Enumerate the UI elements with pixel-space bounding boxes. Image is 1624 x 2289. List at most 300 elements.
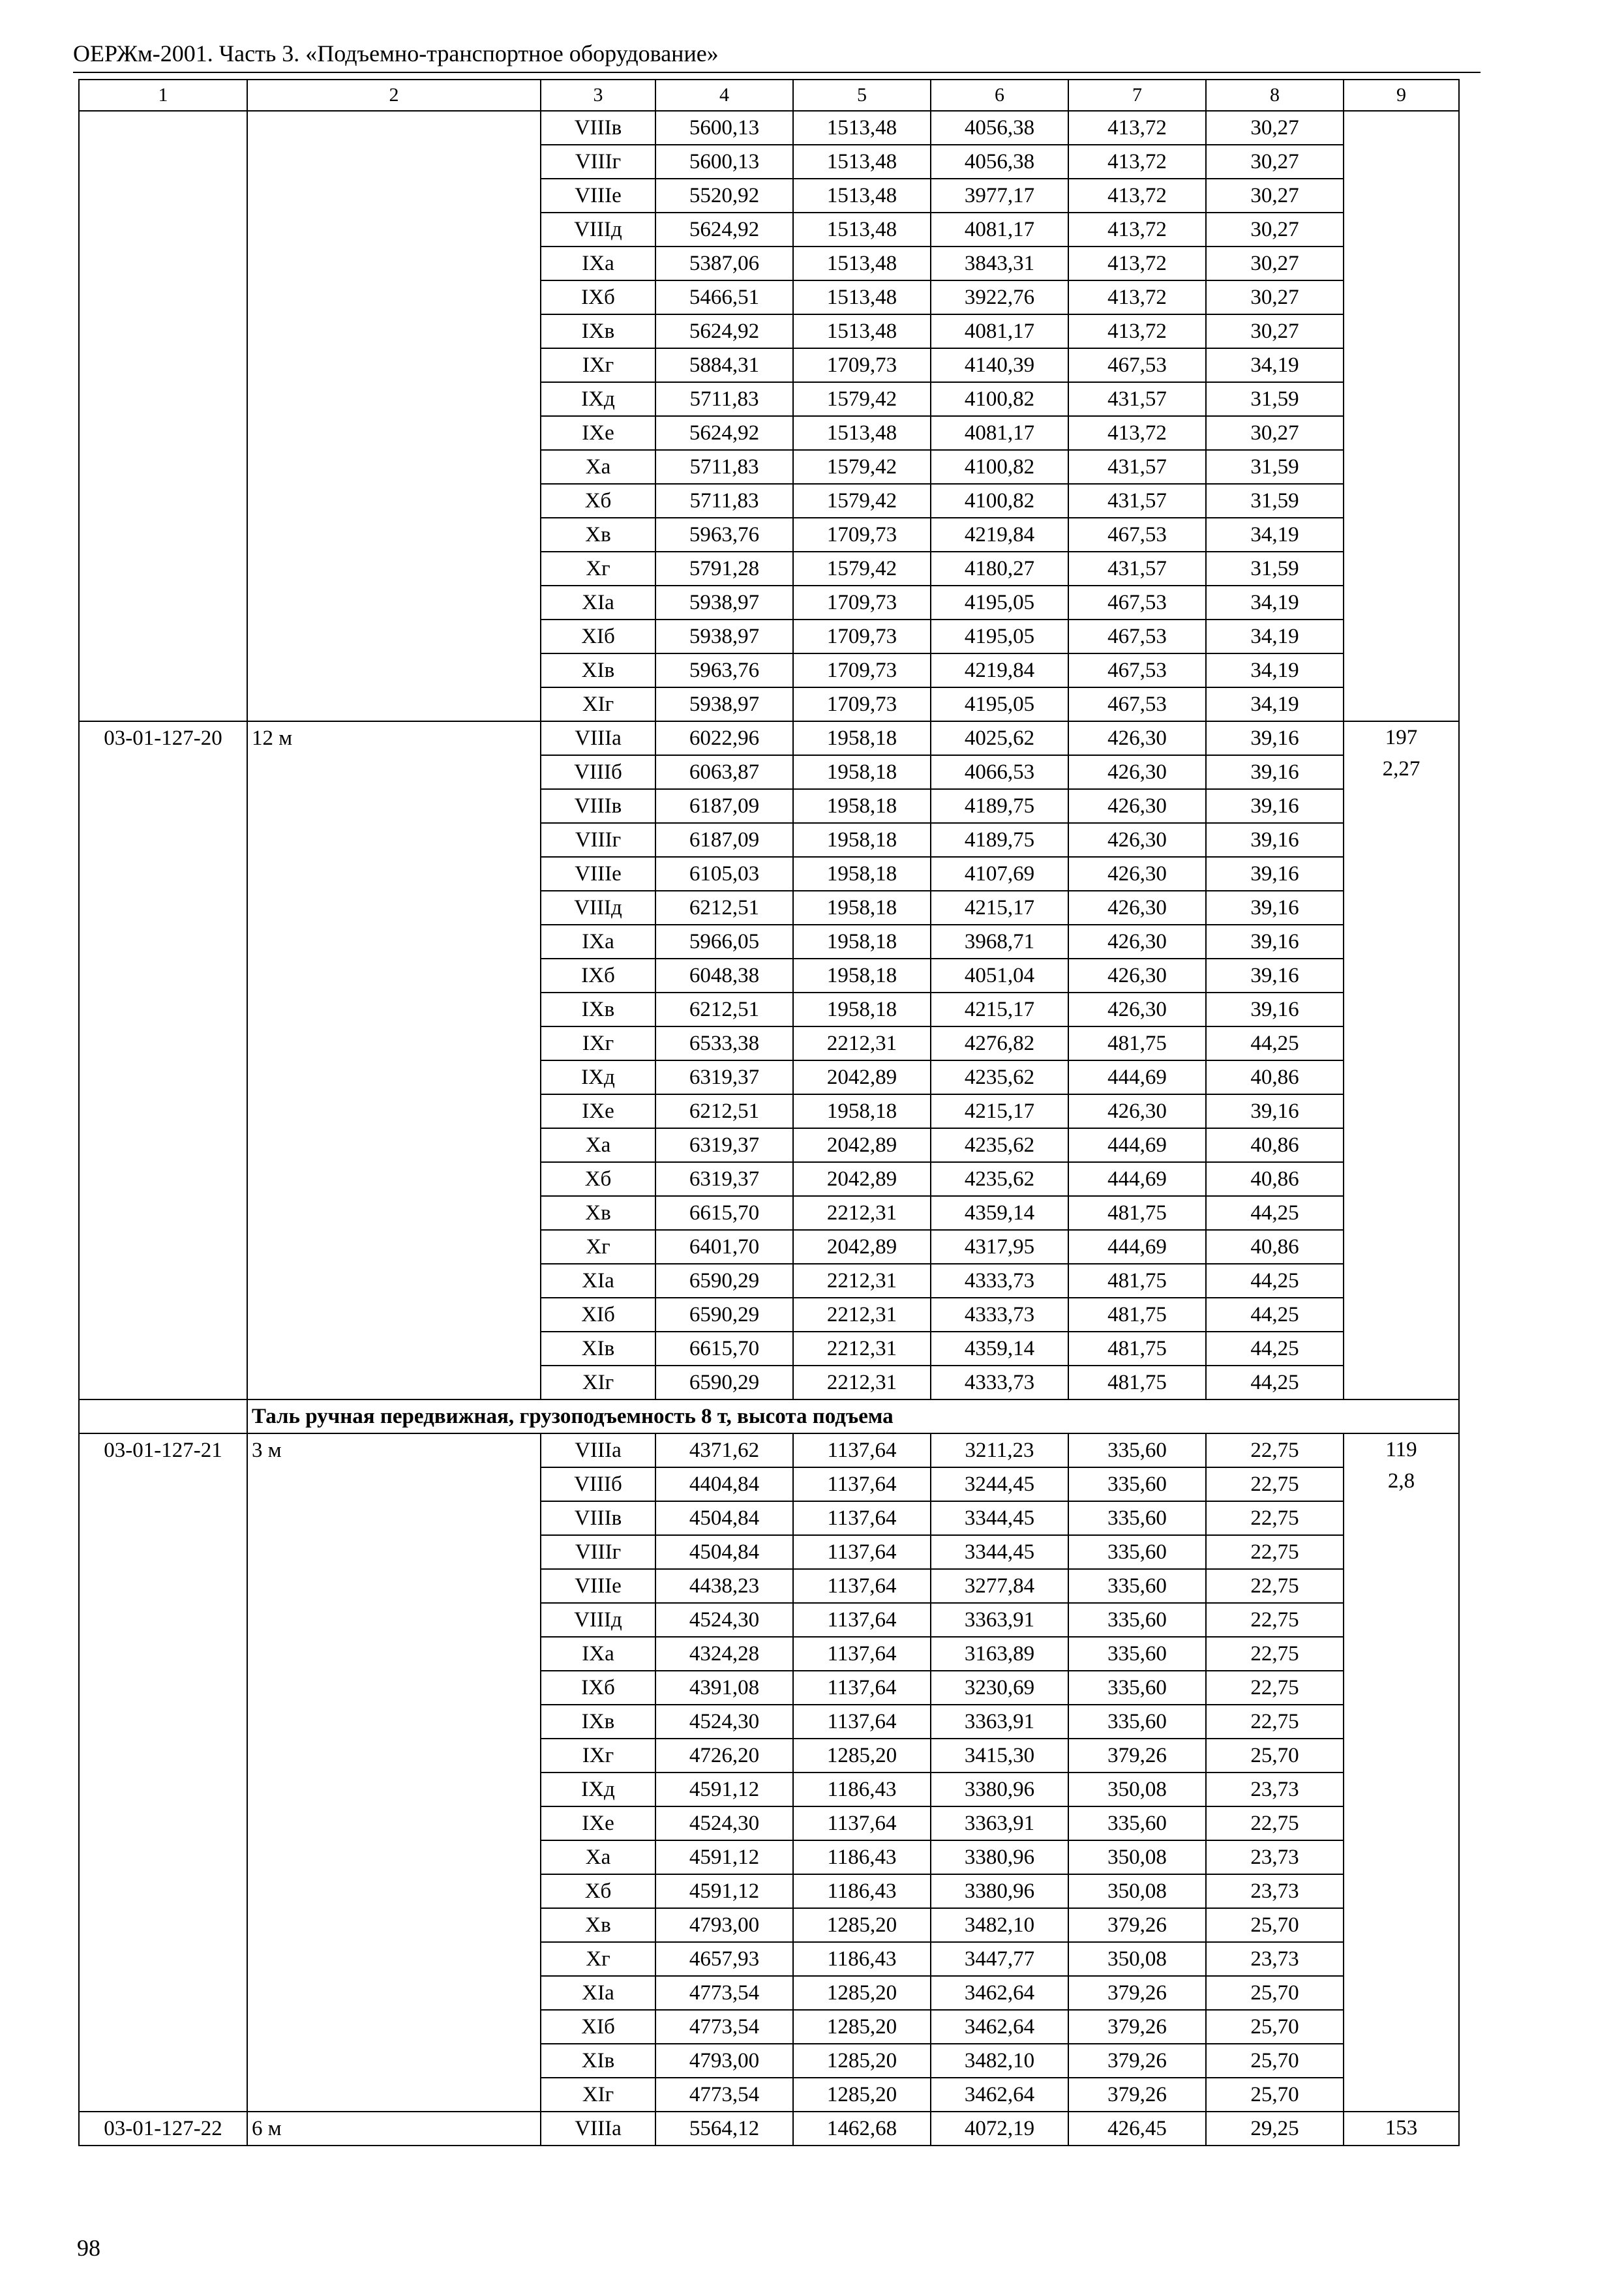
labor-cost-cell: 1137,64 (793, 1671, 931, 1705)
zone-cell: XIб (541, 620, 655, 653)
materials-cell: 34,19 (1206, 348, 1344, 382)
column-number: 1 (79, 80, 247, 111)
machine-cost-cell: 3363,91 (931, 1705, 1068, 1739)
total-cost-cell: 4438,23 (655, 1569, 793, 1603)
machine-cost-cell: 3244,45 (931, 1467, 1068, 1501)
driver-wage-cell: 426,30 (1068, 823, 1206, 857)
zone-cell: VIIIб (541, 1467, 655, 1501)
materials-cell: 25,70 (1206, 2010, 1344, 2044)
materials-cell: 31,59 (1206, 484, 1344, 518)
zone-cell: IXд (541, 1060, 655, 1094)
total-cost-cell: 4371,62 (655, 1433, 793, 1467)
machine-cost-cell: 4107,69 (931, 857, 1068, 891)
driver-wage-cell: 379,26 (1068, 2010, 1206, 2044)
zone-cell: XIа (541, 1976, 655, 2010)
driver-wage-cell: 481,75 (1068, 1298, 1206, 1332)
materials-cell: 39,16 (1206, 993, 1344, 1026)
zone-cell: VIIIг (541, 145, 655, 179)
code-cell (79, 111, 247, 721)
zone-cell: Xа (541, 1840, 655, 1874)
total-cost-cell: 5963,76 (655, 518, 793, 552)
zone-cell: IXв (541, 314, 655, 348)
materials-cell: 25,70 (1206, 2078, 1344, 2112)
driver-wage-cell: 413,72 (1068, 247, 1206, 280)
labor-cost-cell: 1579,42 (793, 382, 931, 416)
section-title: Таль ручная передвижная, грузоподъемность 8 т, высота подъема (247, 1399, 1459, 1433)
total-cost-cell: 6212,51 (655, 993, 793, 1026)
zone-cell: XIа (541, 1264, 655, 1298)
materials-cell: 40,86 (1206, 1128, 1344, 1162)
machine-cost-cell: 4195,05 (931, 620, 1068, 653)
machine-cost-cell: 4100,82 (931, 450, 1068, 484)
materials-cell: 31,59 (1206, 552, 1344, 586)
driver-wage-cell: 467,53 (1068, 620, 1206, 653)
machine-cost-cell: 3922,76 (931, 280, 1068, 314)
labor-cost-cell: 1513,48 (793, 179, 931, 213)
labor-cost-cell: 1462,68 (793, 2112, 931, 2146)
zone-cell: VIIIг (541, 1535, 655, 1569)
labor-cost-cell: 1285,20 (793, 1908, 931, 1942)
labor-hours-value: 119 (1385, 1438, 1417, 1461)
labor-cost-cell: 1513,48 (793, 416, 931, 450)
zone-cell: IXв (541, 1705, 655, 1739)
zone-cell: Xг (541, 1942, 655, 1976)
driver-wage-cell: 467,53 (1068, 653, 1206, 687)
zone-cell: Xа (541, 1128, 655, 1162)
zone-cell: VIIIе (541, 1569, 655, 1603)
machine-cost-cell: 4219,84 (931, 518, 1068, 552)
zone-cell: VIIIв (541, 789, 655, 823)
materials-cell: 40,86 (1206, 1162, 1344, 1196)
machine-cost-cell: 3482,10 (931, 2044, 1068, 2078)
machine-cost-cell: 4276,82 (931, 1026, 1068, 1060)
driver-wage-cell: 413,72 (1068, 314, 1206, 348)
labor-cost-cell: 1285,20 (793, 2010, 931, 2044)
driver-wage-cell: 335,60 (1068, 1705, 1206, 1739)
labor-cost-cell: 1285,20 (793, 1739, 931, 1773)
labor-cost-cell: 1513,48 (793, 213, 931, 247)
machine-cost-cell: 4072,19 (931, 2112, 1068, 2146)
labor-cost-cell: 2212,31 (793, 1264, 931, 1298)
parameter-cell: 3 м (247, 1433, 541, 2112)
labor-cost-cell: 2212,31 (793, 1298, 931, 1332)
labor-cost-cell: 1958,18 (793, 857, 931, 891)
materials-cell: 25,70 (1206, 1739, 1344, 1773)
driver-wage-cell: 335,60 (1068, 1569, 1206, 1603)
materials-cell: 22,75 (1206, 1501, 1344, 1535)
zone-cell: IXв (541, 993, 655, 1026)
materials-cell: 22,75 (1206, 1603, 1344, 1637)
total-cost-cell: 6022,96 (655, 721, 793, 755)
machine-cost-cell: 4066,53 (931, 755, 1068, 789)
total-cost-cell: 4524,30 (655, 1705, 793, 1739)
materials-cell: 39,16 (1206, 823, 1344, 857)
driver-wage-cell: 481,75 (1068, 1264, 1206, 1298)
materials-cell: 39,16 (1206, 925, 1344, 959)
machine-cost-cell: 4195,05 (931, 687, 1068, 721)
labor-cost-cell: 1186,43 (793, 1942, 931, 1976)
labor-cost-cell: 2042,89 (793, 1162, 931, 1196)
machine-cost-cell: 3482,10 (931, 1908, 1068, 1942)
total-cost-cell: 4504,84 (655, 1535, 793, 1569)
zone-cell: IXб (541, 280, 655, 314)
machine-cost-cell: 4056,38 (931, 145, 1068, 179)
total-cost-cell: 5966,05 (655, 925, 793, 959)
machine-cost-cell: 4219,84 (931, 653, 1068, 687)
driver-wage-cell: 426,30 (1068, 1094, 1206, 1128)
materials-cell: 30,27 (1206, 213, 1344, 247)
driver-wage-cell: 335,60 (1068, 1501, 1206, 1535)
total-cost-cell: 4504,84 (655, 1501, 793, 1535)
total-cost-cell: 6590,29 (655, 1264, 793, 1298)
header-rule (73, 72, 1481, 73)
total-cost-cell: 5884,31 (655, 348, 793, 382)
column-number: 7 (1068, 80, 1206, 111)
machine-cost-cell: 4215,17 (931, 891, 1068, 925)
machine-cost-cell: 4195,05 (931, 586, 1068, 620)
section-spacer (79, 1399, 247, 1433)
machine-cost-cell: 4140,39 (931, 348, 1068, 382)
total-cost-cell: 4773,54 (655, 1976, 793, 2010)
total-cost-cell: 4793,00 (655, 1908, 793, 1942)
zone-cell: XIб (541, 2010, 655, 2044)
labor-cost-cell: 1958,18 (793, 959, 931, 993)
machine-cost-cell: 3977,17 (931, 179, 1068, 213)
driver-wage-cell: 444,69 (1068, 1128, 1206, 1162)
total-cost-cell: 5711,83 (655, 382, 793, 416)
zone-cell: IXб (541, 959, 655, 993)
labor-cost-cell: 1137,64 (793, 1637, 931, 1671)
machine-cost-cell: 4359,14 (931, 1332, 1068, 1366)
table-row (79, 111, 1459, 145)
driver-wage-cell: 379,26 (1068, 2078, 1206, 2112)
labor-cost-cell: 1186,43 (793, 1874, 931, 1908)
zone-cell: Xв (541, 1196, 655, 1230)
driver-wage-cell: 426,30 (1068, 857, 1206, 891)
driver-wage-cell: 426,30 (1068, 755, 1206, 789)
driver-wage-cell: 413,72 (1068, 280, 1206, 314)
materials-cell: 25,70 (1206, 2044, 1344, 2078)
labor-cost-cell: 1513,48 (793, 111, 931, 145)
driver-wage-cell: 335,60 (1068, 1637, 1206, 1671)
total-cost-cell: 6212,51 (655, 1094, 793, 1128)
labor-cost-cell: 2042,89 (793, 1060, 931, 1094)
driver-wage-cell: 431,57 (1068, 382, 1206, 416)
zone-cell: VIIIв (541, 111, 655, 145)
total-cost-cell: 6105,03 (655, 857, 793, 891)
driver-wage-cell: 335,60 (1068, 1433, 1206, 1467)
labor-cost-cell: 1137,64 (793, 1569, 931, 1603)
materials-cell: 34,19 (1206, 586, 1344, 620)
zone-cell: VIIIв (541, 1501, 655, 1535)
total-cost-cell: 5963,76 (655, 653, 793, 687)
materials-cell: 40,86 (1206, 1060, 1344, 1094)
labor-cost-cell: 2042,89 (793, 1128, 931, 1162)
materials-cell: 34,19 (1206, 518, 1344, 552)
total-cost-cell: 6590,29 (655, 1298, 793, 1332)
labor-cost-cell: 1709,73 (793, 687, 931, 721)
section-title-row (79, 1399, 1459, 1433)
driver-wage-cell: 426,30 (1068, 891, 1206, 925)
total-cost-cell: 5938,97 (655, 687, 793, 721)
materials-cell: 23,73 (1206, 1840, 1344, 1874)
machine-cost-cell: 4189,75 (931, 823, 1068, 857)
materials-cell: 22,75 (1206, 1705, 1344, 1739)
driver-wage-cell: 350,08 (1068, 1773, 1206, 1806)
materials-cell: 22,75 (1206, 1806, 1344, 1840)
zone-cell: IXе (541, 416, 655, 450)
labor-cost-cell: 2212,31 (793, 1196, 931, 1230)
driver-wage-cell: 426,30 (1068, 925, 1206, 959)
total-cost-cell: 4404,84 (655, 1467, 793, 1501)
total-cost-cell: 4773,54 (655, 2078, 793, 2112)
materials-cell: 23,73 (1206, 1773, 1344, 1806)
driver-wage-cell: 481,75 (1068, 1332, 1206, 1366)
total-cost-cell: 6187,09 (655, 789, 793, 823)
total-cost-cell: 6615,70 (655, 1196, 793, 1230)
total-cost-cell: 5564,12 (655, 2112, 793, 2146)
materials-cell: 23,73 (1206, 1874, 1344, 1908)
total-cost-cell: 5938,97 (655, 586, 793, 620)
machine-cost-cell: 4235,62 (931, 1128, 1068, 1162)
driver-wage-cell: 431,57 (1068, 450, 1206, 484)
total-cost-cell: 4524,30 (655, 1806, 793, 1840)
total-cost-cell: 6187,09 (655, 823, 793, 857)
materials-cell: 22,75 (1206, 1671, 1344, 1705)
machine-cost-cell: 4051,04 (931, 959, 1068, 993)
zone-cell: XIв (541, 1332, 655, 1366)
zone-cell: XIв (541, 653, 655, 687)
materials-cell: 39,16 (1206, 1094, 1344, 1128)
driver-wage-cell: 467,53 (1068, 687, 1206, 721)
driver-wage-cell: 431,57 (1068, 552, 1206, 586)
driver-wage-cell: 431,57 (1068, 484, 1206, 518)
total-cost-cell: 5600,13 (655, 145, 793, 179)
table-row (79, 2112, 1459, 2146)
total-cost-cell: 5466,51 (655, 280, 793, 314)
machine-cost-cell: 4189,75 (931, 789, 1068, 823)
zone-cell: XIб (541, 1298, 655, 1332)
machine-cost-cell: 3277,84 (931, 1569, 1068, 1603)
column-number: 9 (1344, 80, 1459, 111)
labor-cost-cell: 1137,64 (793, 1433, 931, 1467)
driver-wage-cell: 379,26 (1068, 1739, 1206, 1773)
total-cost-cell: 5791,28 (655, 552, 793, 586)
materials-cell: 30,27 (1206, 145, 1344, 179)
materials-cell: 25,70 (1206, 1976, 1344, 2010)
table-row (79, 1433, 1459, 1467)
machine-cost-cell: 3380,96 (931, 1773, 1068, 1806)
total-cost-cell: 4591,12 (655, 1874, 793, 1908)
driver-wage-cell: 335,60 (1068, 1806, 1206, 1840)
zone-cell: IXа (541, 925, 655, 959)
machine-cost-cell: 4215,17 (931, 993, 1068, 1026)
page-number: 98 (77, 2235, 100, 2261)
zone-cell: IXб (541, 1671, 655, 1705)
materials-cell: 39,16 (1206, 755, 1344, 789)
total-cost-cell: 4591,12 (655, 1840, 793, 1874)
total-cost-cell: 5711,83 (655, 450, 793, 484)
driver-wage-cell: 467,53 (1068, 586, 1206, 620)
driver-wage-cell: 335,60 (1068, 1467, 1206, 1501)
labor-cost-cell: 2212,31 (793, 1026, 931, 1060)
parameter-cell: 6 м (247, 2112, 541, 2146)
labor-cost-cell: 1186,43 (793, 1773, 931, 1806)
machine-cost-cell: 4081,17 (931, 314, 1068, 348)
driver-wage-cell: 444,69 (1068, 1162, 1206, 1196)
machine-cost-cell: 3230,69 (931, 1671, 1068, 1705)
driver-wage-cell: 350,08 (1068, 1840, 1206, 1874)
price-table (78, 79, 1460, 2146)
machine-cost-cell: 3363,91 (931, 1806, 1068, 1840)
zone-cell: Xг (541, 1230, 655, 1264)
total-cost-cell: 6319,37 (655, 1128, 793, 1162)
machine-cost-cell: 3211,23 (931, 1433, 1068, 1467)
parameter-cell: 12 м (247, 721, 541, 1399)
labor-cost-cell: 1186,43 (793, 1840, 931, 1874)
machine-cost-cell: 4333,73 (931, 1264, 1068, 1298)
materials-cell: 34,19 (1206, 687, 1344, 721)
machine-cost-cell: 3843,31 (931, 247, 1068, 280)
labor-cost-cell: 1513,48 (793, 280, 931, 314)
zone-cell: Xг (541, 552, 655, 586)
machine-cost-cell: 4235,62 (931, 1162, 1068, 1196)
labor-cost-cell: 1513,48 (793, 145, 931, 179)
labor-hours-value: 197 (1385, 726, 1418, 749)
machine-cost-cell: 3462,64 (931, 2010, 1068, 2044)
driver-wage-cell: 379,26 (1068, 1976, 1206, 2010)
materials-cell: 44,25 (1206, 1298, 1344, 1332)
driver-wage-cell: 379,26 (1068, 1908, 1206, 1942)
zone-cell: VIIIд (541, 1603, 655, 1637)
total-cost-cell: 6615,70 (655, 1332, 793, 1366)
zone-cell: VIIIе (541, 179, 655, 213)
labor-cost-cell: 1709,73 (793, 653, 931, 687)
materials-cell: 34,19 (1206, 653, 1344, 687)
materials-cell: 30,27 (1206, 280, 1344, 314)
materials-cell: 22,75 (1206, 1569, 1344, 1603)
zone-cell: IXа (541, 1637, 655, 1671)
zone-cell: VIIIа (541, 2112, 655, 2146)
driver-wage-cell: 413,72 (1068, 213, 1206, 247)
total-cost-cell: 4391,08 (655, 1671, 793, 1705)
materials-cell: 40,86 (1206, 1230, 1344, 1264)
zone-cell: VIIIа (541, 1433, 655, 1467)
driver-wage-cell: 481,75 (1068, 1196, 1206, 1230)
column-number: 5 (793, 80, 931, 111)
materials-cell: 31,59 (1206, 450, 1344, 484)
machine-cost-cell: 4081,17 (931, 416, 1068, 450)
total-cost-cell: 4657,93 (655, 1942, 793, 1976)
zone-cell: XIг (541, 687, 655, 721)
machine-cost-cell: 4025,62 (931, 721, 1068, 755)
labor-cost-cell: 1958,18 (793, 891, 931, 925)
materials-cell: 31,59 (1206, 382, 1344, 416)
labor-cost-cell: 1958,18 (793, 1094, 931, 1128)
driver-wage-cell: 481,75 (1068, 1026, 1206, 1060)
labor-cost-cell: 1579,42 (793, 552, 931, 586)
materials-cell: 44,25 (1206, 1366, 1344, 1399)
labor-cost-cell: 1137,64 (793, 1467, 931, 1501)
labor-cost-cell: 1958,18 (793, 755, 931, 789)
labor-cost-cell: 2212,31 (793, 1332, 931, 1366)
total-cost-cell: 5624,92 (655, 213, 793, 247)
code-cell: 03-01-127-21 (79, 1433, 247, 2112)
labor-cost-cell: 1709,73 (793, 586, 931, 620)
labor-cost-cell: 1958,18 (793, 993, 931, 1026)
materials-cell: 30,27 (1206, 179, 1344, 213)
total-cost-cell: 6533,38 (655, 1026, 793, 1060)
machine-cost-cell: 3462,64 (931, 1976, 1068, 2010)
total-cost-cell: 6212,51 (655, 891, 793, 925)
materials-cell: 22,75 (1206, 1535, 1344, 1569)
labor-cost-cell: 1958,18 (793, 925, 931, 959)
zone-cell: VIIIб (541, 755, 655, 789)
driver-wage-cell: 444,69 (1068, 1230, 1206, 1264)
zone-cell: XIг (541, 2078, 655, 2112)
materials-cell: 30,27 (1206, 314, 1344, 348)
column-number: 2 (247, 80, 541, 111)
driver-wage-cell: 379,26 (1068, 2044, 1206, 2078)
machine-cost-cell: 3968,71 (931, 925, 1068, 959)
zone-cell: Xб (541, 484, 655, 518)
machine-cost-cell: 4180,27 (931, 552, 1068, 586)
column-number: 6 (931, 80, 1068, 111)
total-cost-cell: 6401,70 (655, 1230, 793, 1264)
labor-cost-cell: 1579,42 (793, 450, 931, 484)
labor-cost-cell: 1579,42 (793, 484, 931, 518)
driver-wage-cell: 426,30 (1068, 959, 1206, 993)
labor-cost-cell: 2042,89 (793, 1230, 931, 1264)
machine-cost-cell: 4333,73 (931, 1298, 1068, 1332)
driver-wage-cell: 335,60 (1068, 1535, 1206, 1569)
machine-cost-cell: 3380,96 (931, 1874, 1068, 1908)
column-number: 8 (1206, 80, 1344, 111)
driver-wage-cell: 426,30 (1068, 789, 1206, 823)
labor-cost-cell: 1285,20 (793, 2078, 931, 2112)
total-cost-cell: 5624,92 (655, 314, 793, 348)
driver-wage-cell: 350,08 (1068, 1942, 1206, 1976)
total-cost-cell: 5624,92 (655, 416, 793, 450)
code-cell: 03-01-127-22 (79, 2112, 247, 2146)
total-cost-cell: 4726,20 (655, 1739, 793, 1773)
materials-cell: 30,27 (1206, 247, 1344, 280)
labor-cost-cell: 1137,64 (793, 1603, 931, 1637)
driver-wage-cell: 350,08 (1068, 1874, 1206, 1908)
labor-cost-cell: 1513,48 (793, 247, 931, 280)
zone-cell: VIIIе (541, 857, 655, 891)
labor-cost-cell: 1513,48 (793, 314, 931, 348)
materials-cell: 39,16 (1206, 959, 1344, 993)
zone-cell: IXг (541, 348, 655, 382)
zone-cell: IXе (541, 1094, 655, 1128)
materials-cell: 44,25 (1206, 1264, 1344, 1298)
labor-cost-cell: 1137,64 (793, 1501, 931, 1535)
labor-cost-cell: 1137,64 (793, 1535, 931, 1569)
materials-cell: 29,25 (1206, 2112, 1344, 2146)
machine-cost-cell: 4081,17 (931, 213, 1068, 247)
labor-cost-cell: 1709,73 (793, 348, 931, 382)
materials-cell: 25,70 (1206, 1908, 1344, 1942)
machine-cost-cell: 4359,14 (931, 1196, 1068, 1230)
labor-hours-value: 153 (1385, 2116, 1418, 2140)
column-number: 4 (655, 80, 793, 111)
driver-wage-cell: 426,30 (1068, 993, 1206, 1026)
materials-cell: 44,25 (1206, 1332, 1344, 1366)
total-cost-cell: 5938,97 (655, 620, 793, 653)
zone-cell: Xа (541, 450, 655, 484)
table-body (79, 80, 1459, 2146)
